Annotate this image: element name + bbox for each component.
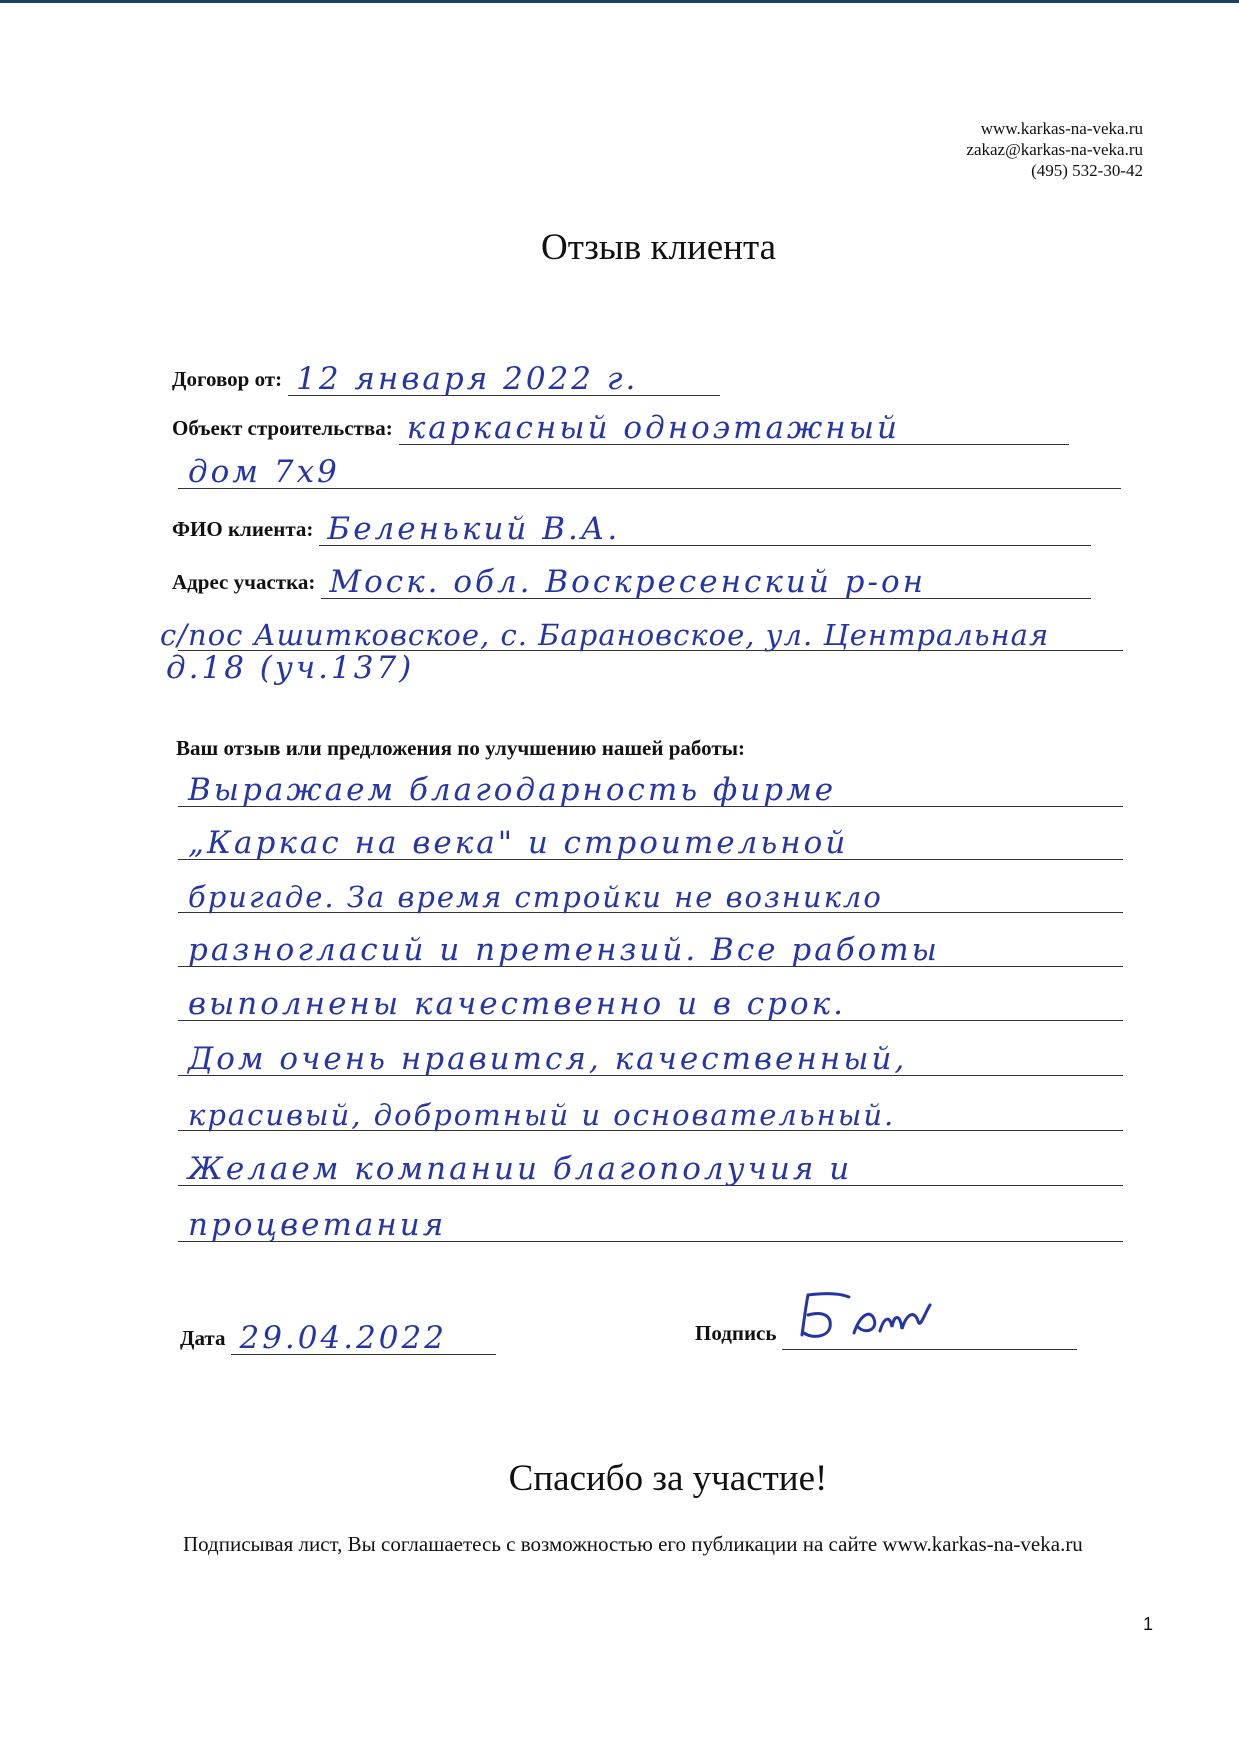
contract-value: 12 января 2022 г. (296, 361, 639, 397)
object-field[interactable] (399, 408, 1069, 445)
address-field-line2[interactable] (160, 614, 1123, 652)
website-link[interactable]: www.karkas-na-veka.ru (980, 119, 1143, 138)
object-value-line2: дом 7х9 (188, 454, 340, 490)
thanks-message: Спасибо за участие! (508, 1458, 828, 1499)
phone-number: (495) 532-30-42 (1031, 161, 1143, 180)
date-value: 29.04.2022 (239, 1320, 447, 1356)
contract-row (172, 356, 720, 396)
address-value-line3: д.18 (уч.137) (166, 650, 415, 686)
feedback-text-5: выполнены качественно и в срок. (188, 986, 847, 1022)
feedback-line-1[interactable] (178, 770, 1123, 807)
feedback-line-6[interactable] (178, 1039, 1123, 1076)
feedback-line-2[interactable] (178, 823, 1123, 860)
feedback-text-7: красивый, добротный и основательный. (188, 1098, 896, 1132)
feedback-line-3[interactable] (178, 876, 1123, 913)
client-label: ФИО клиента: (172, 517, 314, 541)
feedback-text-6: Дом очень нравится, качественный, (188, 1041, 908, 1077)
signature-handwriting (794, 1285, 964, 1347)
consent-note: Подписывая лист, Вы соглашаетесь с возможностью его публикации на сайте www.karkas-na-veka.ru (183, 1532, 1083, 1556)
feedback-text-2: „Каркас на века" и строительной (188, 825, 849, 861)
feedback-line-4[interactable] (178, 930, 1123, 967)
contacts-block (966, 118, 1143, 181)
address-row (172, 559, 1091, 599)
object-row (172, 405, 1069, 445)
feedback-text-4: разногласий и претензий. Все работы (188, 932, 940, 968)
client-value: Беленький В.А. (327, 511, 621, 547)
address-label: Адрес участка: (172, 570, 316, 594)
signature-field[interactable] (782, 1313, 1077, 1350)
date-row (180, 1315, 496, 1355)
contract-label: Договор от: (172, 367, 283, 391)
page-title: Отзыв клиента (540, 227, 777, 268)
signature-row (695, 1310, 1077, 1350)
feedback-text-1: Выражаем благодарность фирме (188, 772, 837, 808)
date-label: Дата (180, 1326, 226, 1350)
page-number: 1 (1143, 1614, 1154, 1634)
signature-label: Подпись (695, 1321, 777, 1345)
object-label: Объект строительства: (172, 416, 393, 440)
object-field-line2[interactable] (178, 452, 1121, 489)
feedback-text-8: Желаем компании благополучия и (188, 1151, 853, 1187)
scan-top-edge (0, 0, 1239, 3)
feedback-line-8[interactable] (178, 1149, 1123, 1186)
feedback-text-9: процветания (188, 1207, 447, 1243)
client-row (172, 506, 1091, 546)
email-link[interactable]: zakaz@karkas-na-veka.ru (966, 140, 1143, 159)
contract-field[interactable] (288, 359, 720, 396)
client-field[interactable] (319, 509, 1091, 546)
date-field[interactable] (231, 1318, 496, 1355)
address-field[interactable] (321, 562, 1091, 599)
feedback-text-3: бригаде. За время стройки не возникло (188, 880, 883, 914)
address-value-line1: Моск. обл. Воскресенский р-он (329, 564, 927, 600)
object-value-line1: каркасный одноэтажный (406, 410, 900, 446)
feedback-label: Ваш отзыв или предложения по улучшению нашей работы: (176, 736, 746, 760)
feedback-line-9[interactable] (178, 1205, 1123, 1242)
address-value-line2: с/пос Ашитковское, с. Барановское, ул. Центральная (160, 618, 1050, 652)
feedback-line-5[interactable] (178, 984, 1123, 1021)
feedback-line-7[interactable] (178, 1094, 1123, 1131)
